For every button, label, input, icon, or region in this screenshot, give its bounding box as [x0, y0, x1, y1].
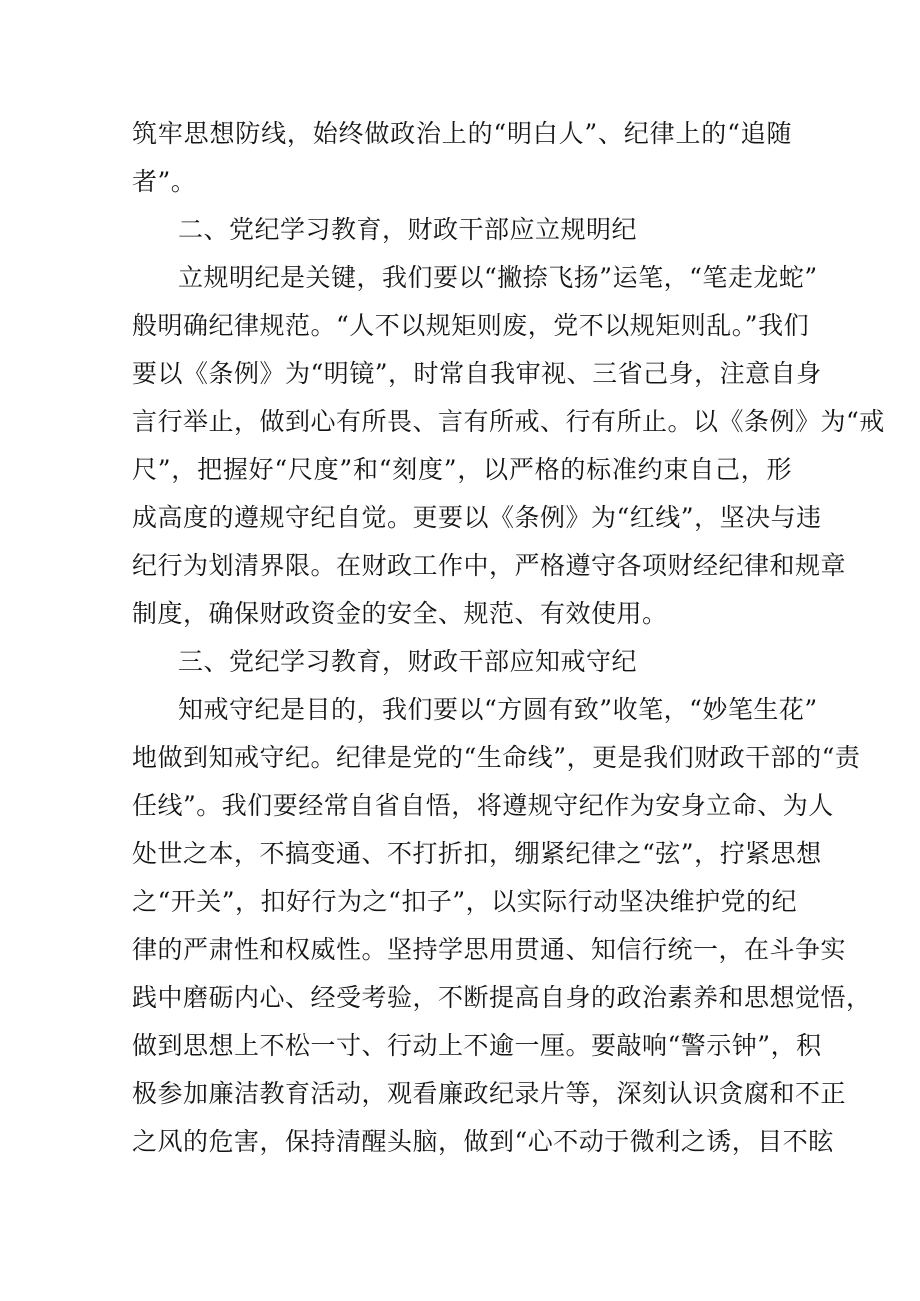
body-line: 律的严肃性和权威性。坚持学思用贯通、知信行统一，在斗争实 — [132, 935, 847, 964]
body-line: 成高度的遵规守纪自觉。更要以《条例》为“红线”，坚决与违 — [132, 503, 822, 532]
body-line: 之风的危害，保持清醒头脑，做到“心不动于微利之诱，目不眩 — [132, 1127, 834, 1156]
body-line: 做到思想上不松一寸、行动上不逾一厘。要敲响“警示钟”，积 — [132, 1031, 822, 1060]
document-body — [132, 110, 885, 1166]
body-line: 制度，确保财政资金的安全、规范、有效使用。 — [132, 599, 668, 628]
body-line: 要以《条例》为“明镜”，时常自我审视、三省己身，注意自身 — [132, 359, 822, 388]
section-heading-3: 三、党纪学习教育，财政干部应知戒守纪 — [178, 647, 638, 676]
section-heading-2: 二、党纪学习教育，财政干部应立规明纪 — [178, 215, 638, 244]
body-line: 知戒守纪是目的，我们要以“方圆有致”收笔，“妙笔生花” — [178, 695, 818, 724]
body-line: 言行举止，做到心有所畏、言有所戒、行有所止。以《条例》为“戒 — [132, 407, 885, 436]
body-line: 立规明纪是关键，我们要以“撇捺飞扬”运笔，“笔走龙蛇” — [178, 263, 818, 292]
body-line: 般明确纪律规范。“人不以规矩则废，党不以规矩则乱。”我们 — [132, 311, 810, 340]
body-line: 践中磨砺内心、经受考验，不断提高自身的政治素养和思想觉悟， — [132, 983, 872, 1012]
body-line: 尺”，把握好“尺度”和“刻度”，以严格的标准约束自己，形 — [132, 455, 792, 484]
body-line: 筑牢思想防线，始终做政治上的“明白人”、纪律上的“追随 — [132, 119, 792, 148]
body-line: 极参加廉洁教育活动，观看廉政纪录片等，深刻认识贪腐和不正 — [132, 1079, 847, 1108]
body-line: 之“开关”，扣好行为之“扣子”，以实际行动坚决维护党的纪 — [132, 887, 798, 916]
body-line: 任线”。我们要经常自省自悟，将遵规守纪作为安身立命、为人 — [132, 791, 834, 820]
body-line: 处世之本，不搞变通、不打折扣，绷紧纪律之“弦”，拧紧思想 — [132, 839, 822, 868]
body-line: 纪行为划清界限。在财政工作中，严格遵守各项财经纪律和规章 — [132, 551, 847, 580]
body-line: 地做到知戒守纪。纪律是党的“生命线”，更是我们财政干部的“责 — [132, 743, 861, 772]
body-line: 者”。 — [132, 167, 197, 196]
